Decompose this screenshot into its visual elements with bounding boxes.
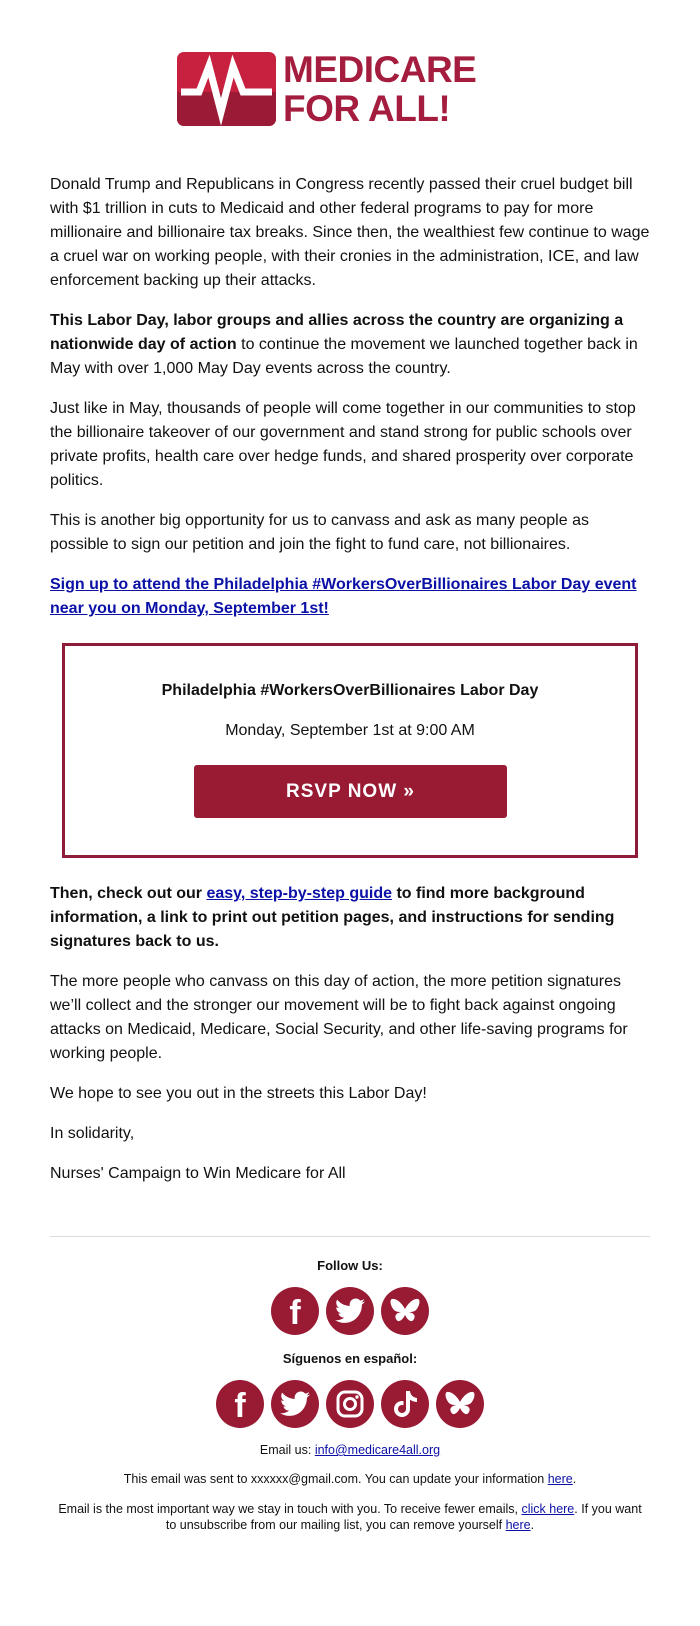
rsvp-button[interactable]: RSVP NOW »: [194, 765, 507, 818]
frequency-end: .: [530, 1518, 535, 1532]
unsubscribe-link[interactable]: here: [505, 1518, 531, 1532]
event-title: Philadelphia #WorkersOverBillionaires Labor Day: [161, 682, 539, 699]
labor-day-rest-text: to continue the movement we launched together back in May with over 1,000 May Day events across the country.: [50, 336, 638, 377]
social-row-spanish: [0, 1380, 700, 1428]
logo-line-1: MEDICARE: [283, 49, 477, 90]
sent-to-text: This email was sent to xxxxxx@gmail.com. You can update your information: [123, 1472, 548, 1486]
email-body: [50, 173, 650, 1202]
footer: [0, 1258, 700, 1533]
intro-paragraph: Donald Trump and Republicans in Congress recently passed their cruel budget bill with $1 trillion in cuts to Medicaid and other federal programs to pay for more millionaire and billionaire tax breaks. Since then, the wealthiest few continue to wage a cruel war on working people, with their cronies in the administration, ICE, and law enforcement backing up their attacks.: [50, 176, 650, 289]
signup-paragraph: [50, 573, 650, 621]
instagram-icon[interactable]: [326, 1380, 374, 1428]
see-you-paragraph: We hope to see you out in the streets this Labor Day!: [50, 1085, 427, 1102]
sign-off: In solidarity,: [50, 1125, 135, 1142]
facebook-icon[interactable]: [216, 1380, 264, 1428]
guide-text-after: to find more background information, a link to print out petition pages, and instructions for sending signatures back to us.: [50, 885, 615, 950]
social-row-english: [0, 1287, 700, 1335]
labor-day-bold-text: This Labor Day, labor groups and allies across the country are organizing a nationwide day of action: [50, 312, 624, 353]
labor-day-paragraph: [50, 309, 650, 381]
update-info-link[interactable]: here: [547, 1472, 573, 1486]
follow-us-spanish-label: Síguenos en español:: [282, 1351, 418, 1366]
logo-line-2: FOR ALL!: [283, 88, 451, 129]
event-card: [62, 643, 638, 858]
email-link[interactable]: info@medicare4all.org: [314, 1443, 441, 1457]
svg-text:f: f: [289, 1294, 301, 1332]
facebook-icon[interactable]: [271, 1287, 319, 1335]
signup-link[interactable]: Sign up to attend the Philadelphia #WorkersOverBillionaires Labor Day event near you on Monday, September 1st!: [50, 576, 637, 617]
canvass-paragraph: This is another big opportunity for us to canvass and ask as many people as possible to sign our petition and join the fight to fund care, not billionaires.: [50, 512, 589, 553]
bluesky-icon[interactable]: [381, 1287, 429, 1335]
logo-mark-icon: [177, 52, 276, 126]
guide-bold-text: [50, 885, 614, 950]
email-us-label: Email us:: [259, 1443, 315, 1457]
email-us-line: [0, 1443, 700, 1457]
svg-text:f: f: [234, 1387, 246, 1425]
tiktok-icon[interactable]: [381, 1380, 429, 1428]
medicare-for-all-logo[interactable]: [177, 49, 522, 129]
guide-paragraph: [50, 882, 650, 954]
event-date: Monday, September 1st at 9:00 AM: [225, 722, 475, 739]
sent-to-end: .: [572, 1472, 577, 1486]
guide-link[interactable]: easy, step-by-step guide: [206, 885, 392, 902]
email-frequency-line: [55, 1501, 645, 1533]
logo-wordmark: [283, 50, 476, 128]
footer-divider: [50, 1236, 650, 1237]
twitter-icon[interactable]: [326, 1287, 374, 1335]
signature: Nurses' Campaign to Win Medicare for All: [50, 1165, 346, 1182]
frequency-text-2: . If you want to unsubscribe from our mailing list, you can remove yourself: [165, 1502, 642, 1532]
twitter-icon[interactable]: [271, 1380, 319, 1428]
bluesky-icon[interactable]: [436, 1380, 484, 1428]
fewer-emails-link[interactable]: click here: [521, 1502, 575, 1516]
follow-us-label: Follow Us:: [317, 1258, 383, 1273]
guide-text-before: Then, check out our: [50, 885, 207, 902]
sent-to-line: [0, 1472, 700, 1486]
more-canvass-paragraph: The more people who canvass on this day of action, the more petition signatures we’ll collect and the stronger our movement will be to fight back against ongoing attacks on Medicaid, Medicare, Social Security, and other life-saving programs for working people.: [50, 973, 628, 1062]
frequency-text-1: Email is the most important way we stay in touch with you. To receive fewer emails,: [58, 1502, 522, 1516]
may-paragraph: Just like in May, thousands of people will come together in our communities to stop the billionaire takeover of our government and stand strong for public schools over private profits, health care over hedge funds, and shared prosperity over corporate politics.: [50, 400, 636, 489]
